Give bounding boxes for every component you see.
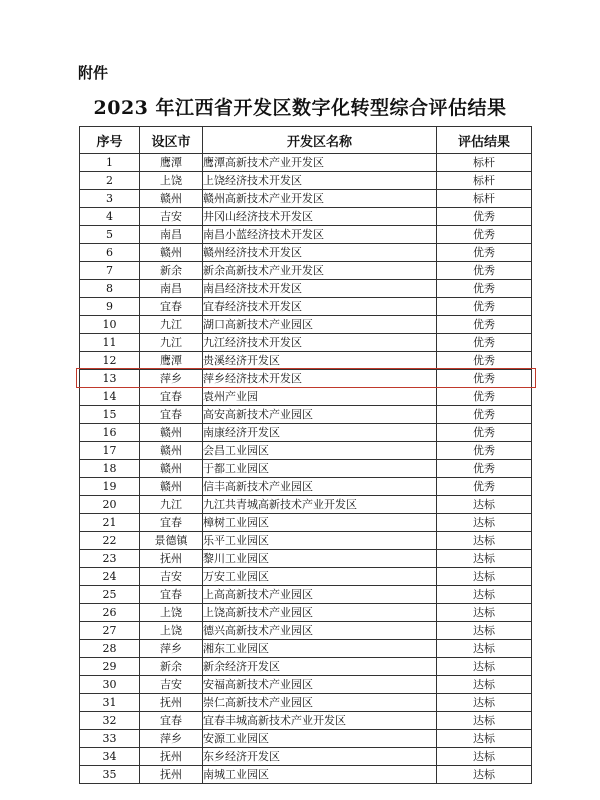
row-number: 9 [80, 298, 140, 316]
table-row [80, 532, 532, 550]
row-result: 优秀 [437, 334, 532, 352]
table-row [80, 172, 532, 190]
row-zone-name: 萍乡经济技术开发区 [203, 370, 437, 388]
header-zone: 开发区名称 [203, 127, 437, 154]
row-result: 达标 [437, 766, 532, 784]
row-zone-name: 井冈山经济技术开发区 [203, 208, 437, 226]
row-zone-name: 安福高新技术产业园区 [203, 676, 437, 694]
row-number: 6 [80, 244, 140, 262]
row-number: 18 [80, 460, 140, 478]
row-zone-name: 南昌小蓝经济技术开发区 [203, 226, 437, 244]
row-city: 景德镇 [140, 532, 203, 550]
table-row [80, 442, 532, 460]
row-number: 4 [80, 208, 140, 226]
row-zone-name: 南康经济开发区 [203, 424, 437, 442]
row-number: 33 [80, 730, 140, 748]
row-number: 26 [80, 604, 140, 622]
row-number: 3 [80, 190, 140, 208]
row-result: 达标 [437, 622, 532, 640]
row-city: 萍乡 [140, 730, 203, 748]
row-city: 新余 [140, 658, 203, 676]
row-city: 新余 [140, 262, 203, 280]
row-zone-name: 湘东工业园区 [203, 640, 437, 658]
row-number: 32 [80, 712, 140, 730]
table-row [80, 226, 532, 244]
row-number: 21 [80, 514, 140, 532]
row-city: 萍乡 [140, 640, 203, 658]
header-no: 序号 [80, 127, 140, 154]
table-body [80, 154, 532, 784]
row-result: 标杆 [437, 172, 532, 190]
row-zone-name: 赣州高新技术产业开发区 [203, 190, 437, 208]
row-city: 吉安 [140, 676, 203, 694]
row-result: 优秀 [437, 460, 532, 478]
row-number: 17 [80, 442, 140, 460]
table-row [80, 208, 532, 226]
row-zone-name: 宜春经济技术开发区 [203, 298, 437, 316]
row-zone-name: 安源工业园区 [203, 730, 437, 748]
row-zone-name: 九江经济技术开发区 [203, 334, 437, 352]
row-zone-name: 湖口高新技术产业园区 [203, 316, 437, 334]
page-title: 2023 年江西省开发区数字化转型综合评估结果 [93, 97, 507, 119]
row-city: 抚州 [140, 766, 203, 784]
table-header-row [80, 127, 532, 154]
row-city: 宜春 [140, 586, 203, 604]
row-number: 30 [80, 676, 140, 694]
table-row [80, 460, 532, 478]
table-row [80, 622, 532, 640]
row-city: 上饶 [140, 604, 203, 622]
row-city: 赣州 [140, 478, 203, 496]
row-zone-name: 万安工业园区 [203, 568, 437, 586]
row-city: 赣州 [140, 424, 203, 442]
table-row [80, 586, 532, 604]
row-city: 上饶 [140, 172, 203, 190]
row-result: 优秀 [437, 316, 532, 334]
table-row [80, 694, 532, 712]
table-row [80, 334, 532, 352]
row-result: 优秀 [437, 280, 532, 298]
results-table [79, 126, 532, 784]
row-city: 鹰潭 [140, 352, 203, 370]
row-number: 12 [80, 352, 140, 370]
row-city: 九江 [140, 496, 203, 514]
table-row [80, 514, 532, 532]
table-row [80, 496, 532, 514]
row-city: 抚州 [140, 748, 203, 766]
row-zone-name: 东乡经济开发区 [203, 748, 437, 766]
row-zone-name: 樟树工业园区 [203, 514, 437, 532]
row-result: 优秀 [437, 244, 532, 262]
row-result: 标杆 [437, 154, 532, 172]
row-number: 35 [80, 766, 140, 784]
row-zone-name: 信丰高新技术产业园区 [203, 478, 437, 496]
row-result: 标杆 [437, 190, 532, 208]
row-number: 8 [80, 280, 140, 298]
row-result: 优秀 [437, 442, 532, 460]
row-zone-name: 南昌经济技术开发区 [203, 280, 437, 298]
table-row [80, 640, 532, 658]
table-row [80, 370, 532, 388]
row-city: 抚州 [140, 694, 203, 712]
row-zone-name: 上饶经济技术开发区 [203, 172, 437, 190]
row-city: 吉安 [140, 208, 203, 226]
row-number: 11 [80, 334, 140, 352]
row-result: 优秀 [437, 424, 532, 442]
row-zone-name: 贵溪经济开发区 [203, 352, 437, 370]
row-number: 2 [80, 172, 140, 190]
table-row [80, 388, 532, 406]
table-row [80, 154, 532, 172]
row-city: 赣州 [140, 460, 203, 478]
row-number: 34 [80, 748, 140, 766]
row-number: 10 [80, 316, 140, 334]
row-number: 23 [80, 550, 140, 568]
row-zone-name: 上饶高新技术产业园区 [203, 604, 437, 622]
row-number: 1 [80, 154, 140, 172]
row-result: 优秀 [437, 298, 532, 316]
row-zone-name: 宜春丰城高新技术产业开发区 [203, 712, 437, 730]
row-city: 九江 [140, 334, 203, 352]
row-zone-name: 会昌工业园区 [203, 442, 437, 460]
row-city: 南昌 [140, 226, 203, 244]
row-number: 19 [80, 478, 140, 496]
row-city: 宜春 [140, 388, 203, 406]
row-result: 达标 [437, 640, 532, 658]
row-zone-name: 袁州产业园 [203, 388, 437, 406]
table-row [80, 658, 532, 676]
table-row [80, 406, 532, 424]
row-number: 14 [80, 388, 140, 406]
row-result: 优秀 [437, 370, 532, 388]
row-city: 宜春 [140, 712, 203, 730]
row-zone-name: 赣州经济技术开发区 [203, 244, 437, 262]
row-zone-name: 崇仁高新技术产业园区 [203, 694, 437, 712]
table-row [80, 604, 532, 622]
row-result: 优秀 [437, 388, 532, 406]
table-row [80, 352, 532, 370]
row-result: 达标 [437, 550, 532, 568]
row-zone-name: 上高高新技术产业园区 [203, 586, 437, 604]
table-row [80, 190, 532, 208]
row-city: 宜春 [140, 298, 203, 316]
row-result: 达标 [437, 730, 532, 748]
table-row [80, 262, 532, 280]
table-row [80, 280, 532, 298]
row-number: 7 [80, 262, 140, 280]
row-city: 鹰潭 [140, 154, 203, 172]
table-row [80, 298, 532, 316]
table-row [80, 748, 532, 766]
row-result: 优秀 [437, 406, 532, 424]
row-zone-name: 南城工业园区 [203, 766, 437, 784]
row-number: 31 [80, 694, 140, 712]
row-result: 达标 [437, 586, 532, 604]
row-result: 达标 [437, 658, 532, 676]
row-zone-name: 新余经济开发区 [203, 658, 437, 676]
row-result: 优秀 [437, 478, 532, 496]
row-result: 达标 [437, 568, 532, 586]
row-zone-name: 新余高新技术产业开发区 [203, 262, 437, 280]
row-zone-name: 于都工业园区 [203, 460, 437, 478]
row-number: 29 [80, 658, 140, 676]
table-row [80, 676, 532, 694]
row-number: 20 [80, 496, 140, 514]
row-number: 28 [80, 640, 140, 658]
row-city: 宜春 [140, 514, 203, 532]
row-result: 优秀 [437, 208, 532, 226]
row-number: 24 [80, 568, 140, 586]
row-result: 达标 [437, 676, 532, 694]
row-result: 达标 [437, 694, 532, 712]
table-row [80, 244, 532, 262]
row-city: 南昌 [140, 280, 203, 298]
row-city: 萍乡 [140, 370, 203, 388]
row-city: 赣州 [140, 244, 203, 262]
row-result: 达标 [437, 496, 532, 514]
row-city: 上饶 [140, 622, 203, 640]
row-city: 赣州 [140, 442, 203, 460]
row-result: 优秀 [437, 226, 532, 244]
table-row [80, 730, 532, 748]
row-number: 13 [80, 370, 140, 388]
row-number: 22 [80, 532, 140, 550]
row-city: 九江 [140, 316, 203, 334]
table-row [80, 424, 532, 442]
row-number: 25 [80, 586, 140, 604]
row-zone-name: 黎川工业园区 [203, 550, 437, 568]
row-city: 赣州 [140, 190, 203, 208]
row-result: 达标 [437, 604, 532, 622]
row-number: 27 [80, 622, 140, 640]
row-result: 优秀 [437, 262, 532, 280]
row-zone-name: 九江共青城高新技术产业开发区 [203, 496, 437, 514]
row-number: 16 [80, 424, 140, 442]
table-row [80, 712, 532, 730]
table-row [80, 766, 532, 784]
row-result: 达标 [437, 748, 532, 766]
row-zone-name: 鹰潭高新技术产业开发区 [203, 154, 437, 172]
header-result: 评估结果 [437, 127, 532, 154]
row-number: 5 [80, 226, 140, 244]
table-row [80, 316, 532, 334]
table-row [80, 550, 532, 568]
row-city: 吉安 [140, 568, 203, 586]
table-row [80, 478, 532, 496]
row-result: 达标 [437, 712, 532, 730]
row-city: 抚州 [140, 550, 203, 568]
attachment-label: 附件 [78, 64, 109, 82]
row-city: 宜春 [140, 406, 203, 424]
row-number: 15 [80, 406, 140, 424]
row-result: 优秀 [437, 352, 532, 370]
row-result: 达标 [437, 532, 532, 550]
row-zone-name: 德兴高新技术产业园区 [203, 622, 437, 640]
row-zone-name: 高安高新技术产业园区 [203, 406, 437, 424]
table-row [80, 568, 532, 586]
row-result: 达标 [437, 514, 532, 532]
header-city: 设区市 [140, 127, 203, 154]
row-zone-name: 乐平工业园区 [203, 532, 437, 550]
